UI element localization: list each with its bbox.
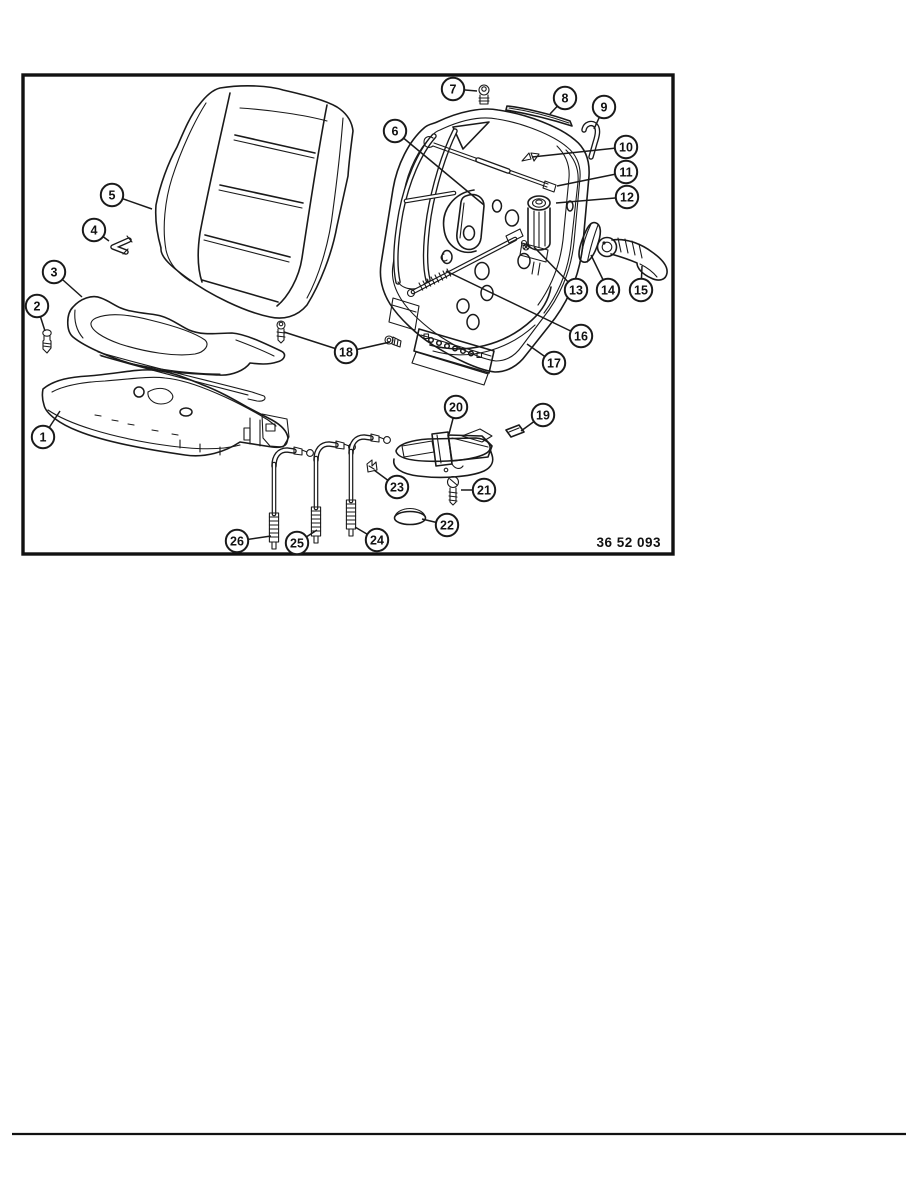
figure-number: 36 52 093 — [596, 535, 661, 550]
callout-17 — [543, 352, 565, 374]
callout-14 — [597, 279, 619, 301]
svg-text:23: 23 — [390, 480, 404, 495]
callout-21 — [473, 479, 495, 501]
callout-20 — [445, 396, 467, 418]
callout-24 — [366, 529, 388, 551]
svg-text:11: 11 — [619, 165, 633, 180]
callout-12 — [616, 186, 638, 208]
svg-text:21: 21 — [477, 483, 491, 498]
svg-text:14: 14 — [601, 283, 615, 298]
callout-26 — [226, 530, 248, 552]
callout-7 — [442, 78, 464, 100]
svg-text:2: 2 — [33, 299, 41, 314]
svg-text:20: 20 — [449, 400, 463, 415]
svg-text:3: 3 — [50, 265, 58, 280]
svg-text:19: 19 — [536, 408, 550, 423]
svg-text:8: 8 — [561, 91, 569, 106]
svg-text:5: 5 — [108, 188, 116, 203]
svg-text:7: 7 — [449, 82, 457, 97]
callout-11 — [615, 161, 637, 183]
svg-text:26: 26 — [230, 534, 244, 549]
callout-10 — [615, 136, 637, 158]
callout-8 — [554, 87, 576, 109]
svg-text:9: 9 — [600, 100, 608, 115]
svg-text:1: 1 — [39, 430, 47, 445]
svg-text:12: 12 — [620, 190, 634, 205]
callout-15 — [630, 279, 652, 301]
callout-9 — [593, 96, 615, 118]
svg-text:15: 15 — [634, 283, 648, 298]
callout-18 — [335, 341, 357, 363]
svg-text:10: 10 — [619, 140, 633, 155]
svg-text:17: 17 — [547, 356, 561, 371]
svg-text:24: 24 — [370, 533, 384, 548]
svg-text:18: 18 — [339, 345, 353, 360]
callout-19 — [532, 404, 554, 426]
svg-text:6: 6 — [391, 124, 399, 139]
callout-1 — [32, 426, 54, 448]
callout-4 — [83, 219, 105, 241]
callout-2 — [26, 295, 48, 317]
callout-23 — [386, 476, 408, 498]
svg-text:25: 25 — [290, 536, 304, 551]
callout-5 — [101, 184, 123, 206]
svg-text:22: 22 — [440, 518, 454, 533]
callout-13 — [565, 279, 587, 301]
svg-text:13: 13 — [569, 283, 583, 298]
svg-text:4: 4 — [90, 223, 98, 238]
callout-25 — [286, 532, 308, 554]
svg-text:16: 16 — [574, 329, 588, 344]
callout-3 — [43, 261, 65, 283]
callout-16 — [570, 325, 592, 347]
callout-22 — [436, 514, 458, 536]
callout-6 — [384, 120, 406, 142]
